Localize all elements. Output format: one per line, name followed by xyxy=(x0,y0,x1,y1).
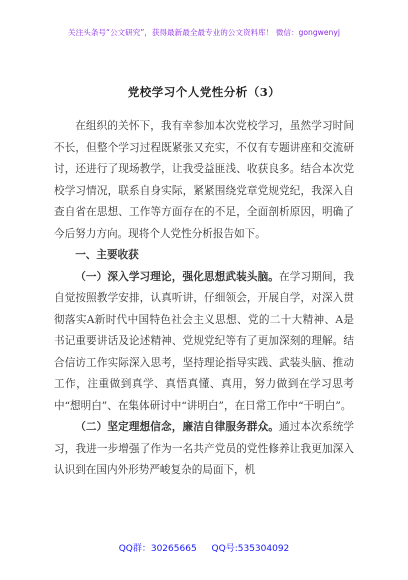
subsection-heading-2: （二）坚定理想信念，廉洁自律服务群众。 xyxy=(75,421,280,433)
page-title: 党校学习个人党性分析（3） xyxy=(127,85,281,99)
subsection-paragraph-1 xyxy=(54,267,354,418)
qq-number: QQ号:535304092 xyxy=(211,544,290,554)
qq-group: QQ群：30265665 xyxy=(118,544,197,554)
promo-banner: 关注头条号“公文研究”，获得最新最全最专业的公文资料库！ 微信：gongwenyj xyxy=(68,28,340,37)
subsection-heading-1: （一）深入学习理论，强化思想武装头脑。 xyxy=(75,270,280,283)
document-body xyxy=(54,116,354,482)
subsection-paragraph-2 xyxy=(54,417,354,482)
subsection-body-2: 通过本次系统学习，我进一步增强了作为一名共产党员的党性修养让我更加深入认识到在国内外形势严峻复杂的局面下，机 xyxy=(54,421,355,476)
contact-footer xyxy=(0,541,408,554)
intro-paragraph: 在组织的关怀下，我有幸参加本次党校学习，虽然学习时间不长，但整个学习过程既紧张又充实，不仅有专题讲座和交流研讨，还进行了现场教学，让我受益匪浅、收获良多。结合本次党校学习情况，联系自身实际，紧紧围绕党章党规党纪，我深入自查自省在思想、工作等方面存在的不足，全面剖析原因，明确了今后努力方向。现将个人党性分析报告如下。 xyxy=(54,120,354,240)
subsection-body-1: 在学习期间，我自觉按照教学安排，认真听讲，仔细领会，开展自学，对深入贯彻落实A新时代中国特色社会主义思想、党的二十大精神、A是书记重要讲话及论述精神、党规党纪等有了更加深刻的理解。结合信访工作实际深入思考，坚持理论指导实践、武装头脑、推动工作，注重做到真学、真悟真懂、真用，努力做到在学习思考中“想明白”、在集体研讨中“讲明白”，在日常工作中“干明白”。 xyxy=(54,270,355,412)
section-heading: 一、主要收获 xyxy=(75,249,139,261)
